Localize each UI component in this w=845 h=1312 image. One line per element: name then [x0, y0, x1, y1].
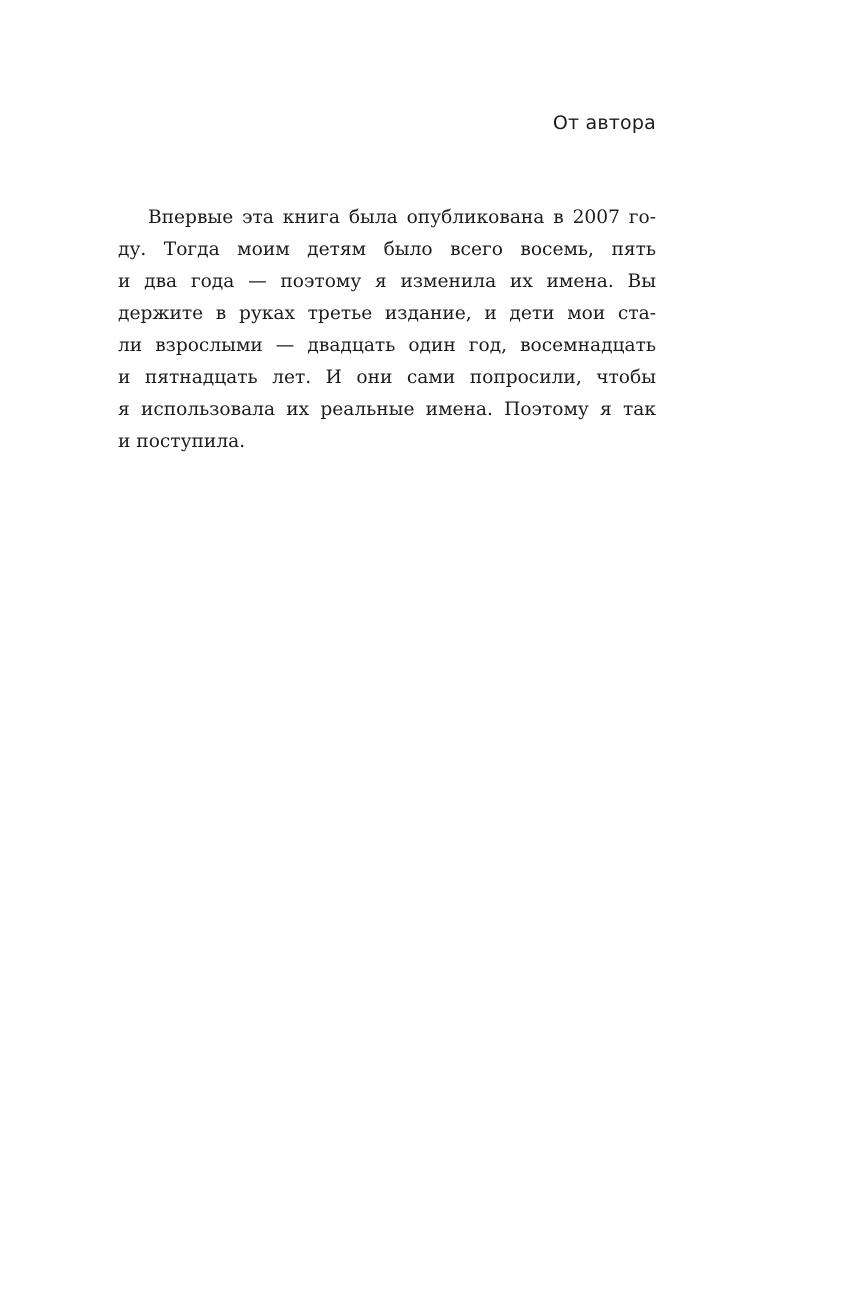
paragraph-line: Впервые эта книга была опубликована в 2007 го-	[148, 207, 656, 228]
paragraph-line: ли взрослыми — двадцать один год, восемнадцать	[118, 335, 656, 356]
paragraph-line: я использовала их реальные имена. Поэтому я так	[118, 399, 656, 420]
page-header-title: От автора	[552, 112, 656, 134]
paragraph-line: и два года — поэтому я изменила их имена. Вы	[118, 271, 656, 292]
paragraph-line: и пятнадцать лет. И они сами попросили, чтобы	[118, 367, 656, 388]
paragraph-line: держите в руках третье издание, и дети мои ста-	[118, 303, 656, 324]
paragraph-line: ду. Тогда моим детям было всего восемь, пять	[118, 239, 656, 260]
body-paragraph	[118, 202, 656, 458]
paragraph-line: и поступила.	[118, 431, 246, 452]
